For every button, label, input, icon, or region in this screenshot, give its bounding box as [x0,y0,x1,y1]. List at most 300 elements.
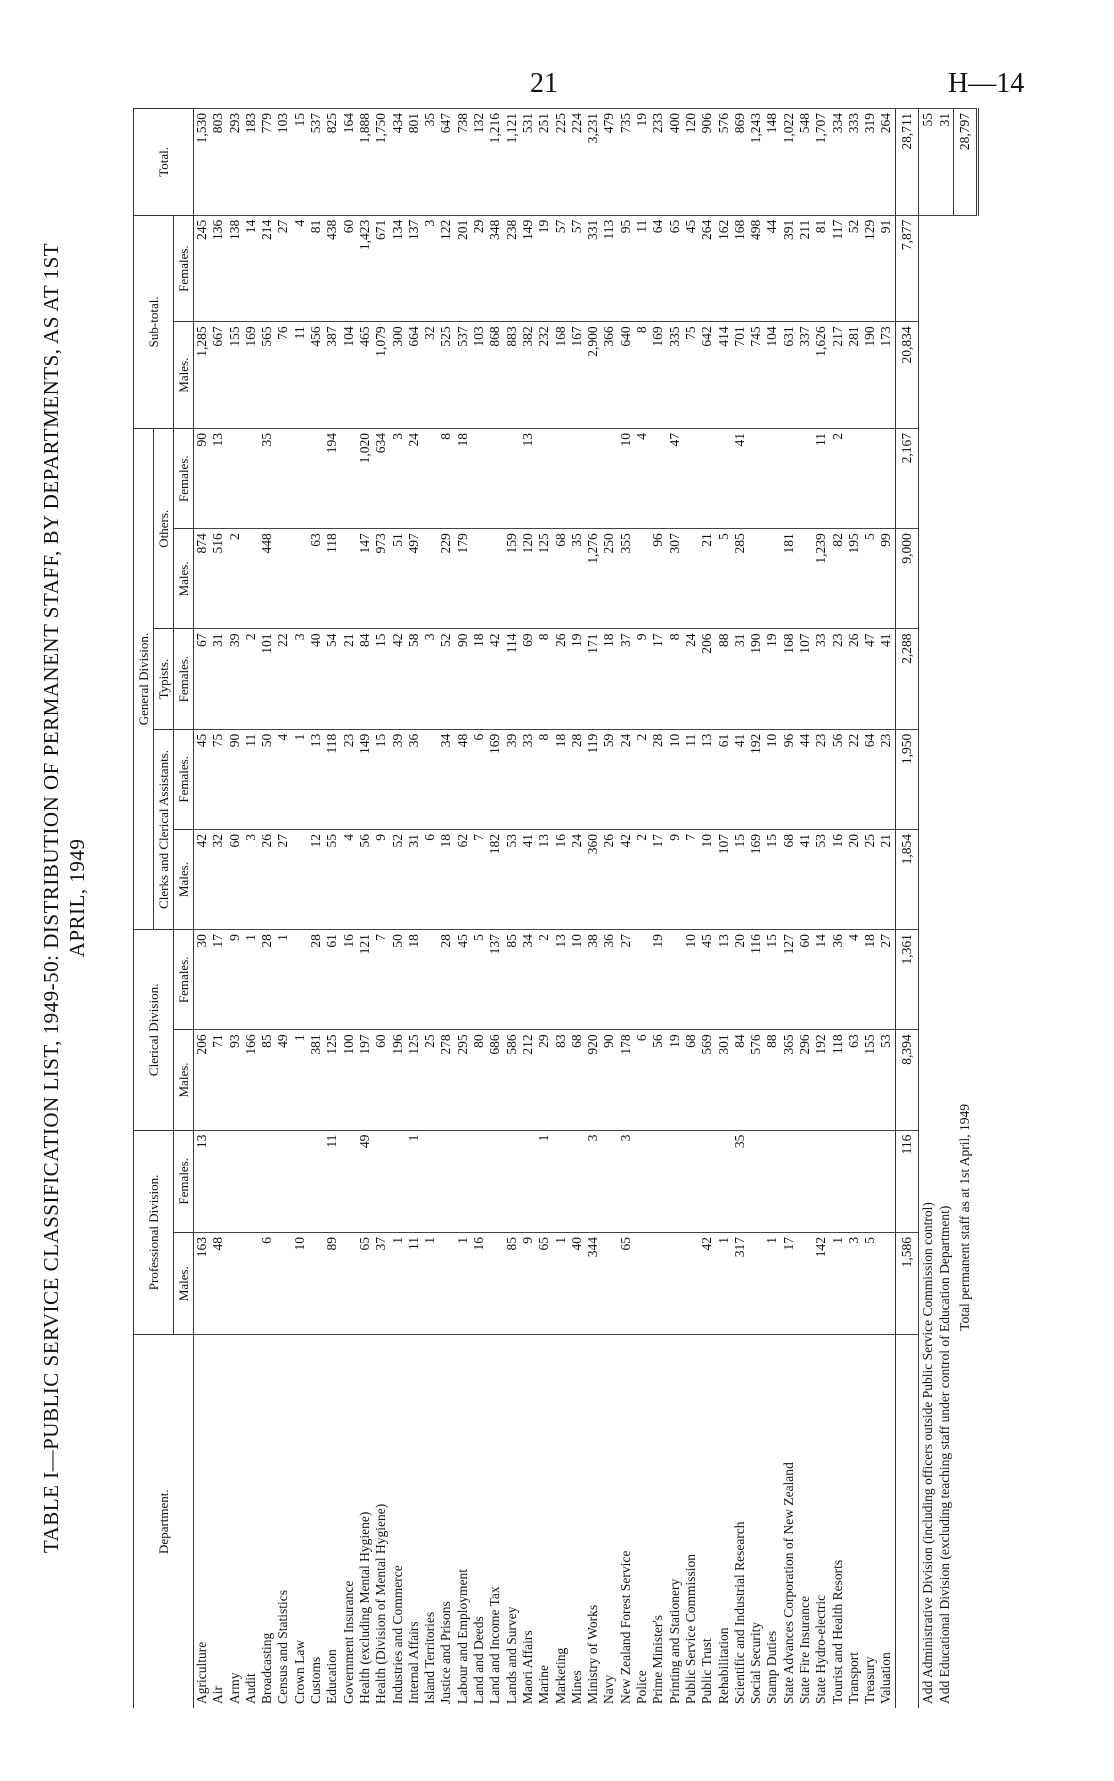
cell-total: 224 [569,109,585,216]
cell-clerks-males: 20 [846,829,862,929]
cell-clerical-males: 586 [504,1030,520,1130]
cell-clerks-females: 118 [324,729,340,829]
cell-clerical-females: 116 [748,930,764,1030]
cell-department: Industries and Commerce [390,1335,406,1708]
cell-clerical-males: 49 [275,1030,291,1130]
cell-others-females [748,429,764,529]
cell-professional-females [471,1130,487,1232]
cell-clerical-females: 10 [683,930,699,1030]
cell-professional-males: 344 [585,1232,601,1334]
cell-typists-females: 15 [373,629,389,729]
cell-department: Agriculture [194,1335,211,1708]
cell-department: State Advances Corporation of New Zealand [781,1335,797,1708]
cell-typists-females: 69 [520,629,536,729]
cell-total: 738 [455,109,471,216]
cell-subtotal-females: 245 [194,215,211,322]
cell-others-males: 2 [227,529,243,629]
header-subtotal: Sub-total. [134,215,174,428]
cell-professional-males [487,1232,503,1334]
cell-clerks-males: 18 [438,829,454,929]
cell-typists-females: 19 [569,629,585,729]
cell-clerks-females: 45 [194,729,211,829]
cell-subtotal-females: 44 [764,215,780,322]
cell-clerks-females: 119 [585,729,601,829]
cell-professional-males: 3 [846,1232,862,1334]
cell-total-clerks-females: 1,950 [895,729,918,829]
table-row [341,109,357,1709]
cell-clerks-males: 7 [683,829,699,929]
cell-others-males: 99 [878,529,895,629]
cell-clerks-males [292,829,308,929]
cell-clerks-males: 31 [406,829,422,929]
header-total: Total. [134,109,194,216]
cell-clerical-females: 9 [227,930,243,1030]
cell-others-males: 1,276 [585,529,601,629]
cell-total: 537 [308,109,324,216]
cell-department: Marketing [553,1335,569,1708]
cell-clerical-males: 63 [846,1030,862,1130]
cell-total: 251 [536,109,552,216]
table-row [259,109,275,1709]
cell-department: Census and Statistics [275,1335,291,1708]
cell-total: 803 [210,109,226,216]
cell-total: 19 [634,109,650,216]
table-row [308,109,324,1709]
cell-clerks-males: 25 [862,829,878,929]
cell-clerks-females: 13 [308,729,324,829]
cell-clerks-females: 23 [813,729,829,829]
cell-total-subtotal-males: 20,834 [895,322,918,429]
cell-professional-females [781,1130,797,1232]
cell-clerical-females: 85 [504,930,520,1030]
cell-clerks-females: 169 [487,729,503,829]
cell-clerks-females: 23 [341,729,357,829]
cell-department: Public Service Commission [683,1335,699,1708]
cell-clerks-females: 15 [373,729,389,829]
cell-subtotal-females: 671 [373,215,389,322]
cell-clerks-males: 16 [830,829,846,929]
cell-clerks-females: 61 [716,729,732,829]
cell-department: Land and Income Tax [487,1335,503,1708]
cell-subtotal-males: 167 [569,322,585,429]
cell-total: 801 [406,109,422,216]
cell-typists-females: 17 [650,629,666,729]
header-females: Females. [174,215,194,322]
cell-clerical-males: 93 [227,1030,243,1130]
cell-professional-males: 9 [520,1232,536,1334]
cell-subtotal-females: 60 [341,215,357,322]
cell-total: 1,530 [194,109,211,216]
cell-subtotal-males: 32 [422,322,438,429]
cell-clerical-females: 17 [210,930,226,1030]
cell-clerical-males: 365 [781,1030,797,1130]
cell-subtotal-males: 169 [243,322,259,429]
cell-professional-males: 1 [390,1232,406,1334]
cell-subtotal-males: 642 [699,322,715,429]
cell-others-males: 195 [846,529,862,629]
cell-typists-females: 107 [797,629,813,729]
cell-clerks-males: 21 [878,829,895,929]
cell-clerks-females: 149 [357,729,373,829]
cell-others-males: 1,239 [813,529,829,629]
title-line-2: APRIL, 1949 [65,838,89,958]
cell-subtotal-males: 1,285 [194,322,211,429]
cell-clerks-males: 42 [194,829,211,929]
cell-others-females [797,429,813,529]
cell-typists-females: 67 [194,629,211,729]
cell-others-males: 68 [553,529,569,629]
cell-professional-males: 6 [259,1232,275,1334]
header-clerks: Clerks and Clerical Assistants. [154,729,174,929]
cell-others-males [748,529,764,629]
cell-others-females [716,429,732,529]
cell-professional-females: 1 [536,1130,552,1232]
cell-typists-females: 52 [438,629,454,729]
add-row [936,109,954,1709]
cell-subtotal-males: 382 [520,322,536,429]
cell-clerical-males: 90 [601,1030,617,1130]
cell-typists-females: 2 [243,629,259,729]
cell-subtotal-females: 162 [716,215,732,322]
cell-others-males [471,529,487,629]
cell-professional-females [438,1130,454,1232]
cell-clerical-females: 15 [764,930,780,1030]
cell-others-males: 229 [438,529,454,629]
cell-subtotal-males: 387 [324,322,340,429]
header-males: Males. [174,829,194,929]
cell-clerks-females: 90 [227,729,243,829]
cell-others-males: 874 [194,529,211,629]
cell-clerks-males: 52 [390,829,406,929]
cell-subtotal-females: 438 [324,215,340,322]
cell-others-females: 3 [390,429,406,529]
cell-professional-females [846,1130,862,1232]
cell-others-males: 250 [601,529,617,629]
cell-professional-females [275,1130,291,1232]
cell-clerical-females: 36 [830,930,846,1030]
cell-typists-females: 42 [390,629,406,729]
cell-others-females [878,429,895,529]
header-females: Females. [174,629,194,729]
cell-total-subtotal-females: 7,877 [895,215,918,322]
cell-others-females: 35 [259,429,275,529]
cell-department: Health (excluding Mental Hygiene) [357,1335,373,1708]
cell-clerical-males: 85 [259,1030,275,1130]
cell-subtotal-males: 1,079 [373,322,389,429]
cell-subtotal-males: 217 [830,322,846,429]
cell-total: 400 [667,109,683,216]
cell-professional-males [243,1232,259,1334]
cell-professional-females [862,1130,878,1232]
cell-typists-females: 168 [781,629,797,729]
cell-others-males [764,529,780,629]
cell-subtotal-males: 337 [797,322,813,429]
cell-others-males: 159 [504,529,520,629]
cell-typists-females: 19 [764,629,780,729]
cell-clerical-females: 45 [455,930,471,1030]
cell-subtotal-males: 104 [341,322,357,429]
cell-professional-females [878,1130,895,1232]
cell-total: 233 [650,109,666,216]
cell-subtotal-females: 264 [699,215,715,322]
cell-subtotal-females: 134 [390,215,406,322]
cell-clerks-males: 53 [504,829,520,929]
cell-subtotal-males: 104 [764,322,780,429]
cell-others-males: 497 [406,529,422,629]
cell-others-females [341,429,357,529]
cell-clerical-females: 61 [324,930,340,1030]
cell-clerks-males: 26 [601,829,617,929]
cell-subtotal-females: 3 [422,215,438,322]
cell-clerks-males: 42 [618,829,634,929]
cell-clerical-females: 34 [520,930,536,1030]
cell-clerks-females: 8 [536,729,552,829]
cell-subtotal-females: 14 [243,215,259,322]
cell-subtotal-females: 201 [455,215,471,322]
cell-typists-females: 8 [536,629,552,729]
cell-clerical-males: 125 [406,1030,422,1130]
cell-typists-females: 24 [683,629,699,729]
cell-professional-males: 17 [781,1232,797,1334]
cell-others-males: 307 [667,529,683,629]
cell-clerks-males: 41 [520,829,536,929]
table-row [748,109,764,1709]
table-row [422,109,438,1709]
cell-department: Police [634,1335,650,1708]
cell-typists-females: 58 [406,629,422,729]
cell-total: 1,216 [487,109,503,216]
cell-subtotal-males: 232 [536,322,552,429]
cell-professional-females: 13 [194,1130,211,1232]
cell-others-females [781,429,797,529]
cell-others-males [683,529,699,629]
cell-typists-females: 18 [601,629,617,729]
table-row [275,109,291,1709]
cell-subtotal-males: 190 [862,322,878,429]
cell-total: 1,121 [504,109,520,216]
cell-subtotal-males: 537 [455,322,471,429]
cell-clerks-males: 6 [422,829,438,929]
table-row [585,109,601,1709]
cell-clerical-males: 56 [650,1030,666,1130]
cell-clerks-females: 11 [243,729,259,829]
cell-subtotal-females: 136 [210,215,226,322]
table-row [601,109,617,1709]
cell-clerks-males: 56 [357,829,373,929]
cell-total-professional-males: 1,586 [895,1232,918,1334]
cell-professional-females: 49 [357,1130,373,1232]
cell-clerks-males: 12 [308,829,324,929]
cell-total: 479 [601,109,617,216]
cell-clerks-females: 96 [781,729,797,829]
cell-subtotal-females: 91 [878,215,895,322]
cell-clerical-females: 1 [275,930,291,1030]
cell-clerks-females: 36 [406,729,422,829]
cell-clerks-females [422,729,438,829]
cell-professional-females [308,1130,324,1232]
cell-others-females: 4 [634,429,650,529]
cell-clerical-males: 278 [438,1030,454,1130]
cell-total: 319 [862,109,878,216]
header-males: Males. [174,1030,194,1130]
cell-clerical-females: 45 [699,930,715,1030]
cell-professional-males: 1 [455,1232,471,1334]
cell-professional-females [243,1130,259,1232]
cell-subtotal-males: 169 [650,322,666,429]
table-footer [895,109,977,1709]
cell-professional-males: 65 [357,1232,373,1334]
cell-subtotal-males: 456 [308,322,324,429]
cell-clerical-females [292,930,308,1030]
table-row [487,109,503,1709]
cell-professional-males [797,1232,813,1334]
cell-others-males: 147 [357,529,373,629]
cell-subtotal-males: 155 [227,322,243,429]
cell-professional-males: 1 [422,1232,438,1334]
cell-clerical-males: 84 [732,1030,748,1130]
cell-typists-females: 41 [878,629,895,729]
rotated-table-frame [38,58,1098,1738]
cell-clerical-females: 28 [259,930,275,1030]
cell-clerical-males: 197 [357,1030,373,1130]
cell-professional-females [601,1130,617,1232]
cell-typists-females: 206 [699,629,715,729]
cell-professional-males: 142 [813,1232,829,1334]
cell-department: Government Insurance [341,1335,357,1708]
cell-clerical-males: 206 [194,1030,211,1130]
cell-professional-males [601,1232,617,1334]
cell-clerks-females: 4 [275,729,291,829]
cell-clerical-males: 166 [243,1030,259,1130]
cell-clerical-males: 178 [618,1030,634,1130]
cell-professional-males [634,1232,650,1334]
cell-total-clerks-males: 1,854 [895,829,918,929]
cell-clerical-females: 38 [585,930,601,1030]
cell-total: 1,243 [748,109,764,216]
cell-clerical-females: 13 [716,930,732,1030]
cell-subtotal-males: 667 [210,322,226,429]
cell-professional-males: 42 [699,1232,715,1334]
cell-others-males [422,529,438,629]
cell-total: 1,022 [781,109,797,216]
cell-professional-males [438,1232,454,1334]
cell-typists-females: 3 [422,629,438,729]
cell-total: 264 [878,109,895,216]
grand-total-label: Total permanent staff as at 1st April, 1949 [957,1104,973,1331]
cell-others-males: 355 [618,529,634,629]
cell-others-males: 21 [699,529,715,629]
cell-department: Prime Minister's [650,1335,666,1708]
cell-total: 15 [292,109,308,216]
cell-clerks-females: 39 [390,729,406,829]
cell-total: 434 [390,109,406,216]
cell-clerical-females: 1 [243,930,259,1030]
cell-clerical-females: 28 [438,930,454,1030]
header-females: Females. [174,1130,194,1232]
table-row [357,109,373,1709]
cell-clerical-males: 80 [471,1030,487,1130]
cell-clerks-females: 10 [764,729,780,829]
cell-subtotal-males: 631 [781,322,797,429]
cell-clerical-males: 71 [210,1030,226,1130]
cell-clerical-females: 27 [618,930,634,1030]
cell-clerks-females: 1 [292,729,308,829]
cell-others-females [862,429,878,529]
cell-others-females [471,429,487,529]
cell-department: Printing and Stationery [667,1335,683,1708]
cell-others-females [243,429,259,529]
cell-others-males: 5 [862,529,878,629]
cell-clerical-males: 60 [373,1030,389,1130]
cell-typists-females: 26 [553,629,569,729]
cell-clerks-males: 15 [732,829,748,929]
cell-typists-females: 9 [634,629,650,729]
cell-total-clerical-females: 1,361 [895,930,918,1030]
cell-clerks-females: 18 [553,729,569,829]
table-row [764,109,780,1709]
cell-clerical-females: 7 [373,930,389,1030]
header-males: Males. [174,322,194,429]
cell-department: Education [324,1335,340,1708]
cell-professional-males: 10 [292,1232,308,1334]
table-title [38,58,90,1738]
cell-total: 548 [797,109,813,216]
cell-professional-females [569,1130,585,1232]
cell-typists-females: 3 [292,629,308,729]
grand-total-row [953,109,977,1709]
cell-professional-males: 89 [324,1232,340,1334]
cell-typists-females: 114 [504,629,520,729]
cell-total-clerical-males: 8,394 [895,1030,918,1130]
add-admin-total: 55 [918,109,936,216]
cell-professional-females [683,1130,699,1232]
cell-department: Social Security [748,1335,764,1708]
header-females: Females. [174,930,194,1030]
cell-clerks-females: 24 [618,729,634,829]
cell-subtotal-males: 173 [878,322,895,429]
cell-professional-females: 35 [732,1130,748,1232]
cell-subtotal-males: 2,900 [585,322,601,429]
cell-professional-males [667,1232,683,1334]
cell-clerks-females: 22 [846,729,862,829]
cell-professional-males: 1 [764,1232,780,1334]
cell-others-females [585,429,601,529]
cell-others-males: 51 [390,529,406,629]
cell-subtotal-males: 8 [634,322,650,429]
cell-professional-females [716,1130,732,1232]
cell-department: Justice and Prisons [438,1335,454,1708]
cell-subtotal-females: 45 [683,215,699,322]
table-row [797,109,813,1709]
cell-professional-females: 3 [585,1130,601,1232]
header-department: Department. [134,1335,194,1708]
cell-clerks-females: 33 [520,729,536,829]
cell-professional-males: 5 [862,1232,878,1334]
add-row [918,109,936,1709]
cell-clerks-males: 2 [634,829,650,929]
cell-clerical-males: 212 [520,1030,536,1130]
cell-subtotal-females: 27 [275,215,291,322]
cell-clerks-males: 182 [487,829,503,929]
cell-others-males [275,529,291,629]
cell-department: State Fire Insurance [797,1335,813,1708]
cell-typists-females: 26 [846,629,862,729]
table-row [455,109,471,1709]
cell-professional-females [813,1130,829,1232]
header-males: Males. [174,529,194,629]
cell-professional-females [667,1130,683,1232]
cell-professional-females [520,1130,536,1232]
